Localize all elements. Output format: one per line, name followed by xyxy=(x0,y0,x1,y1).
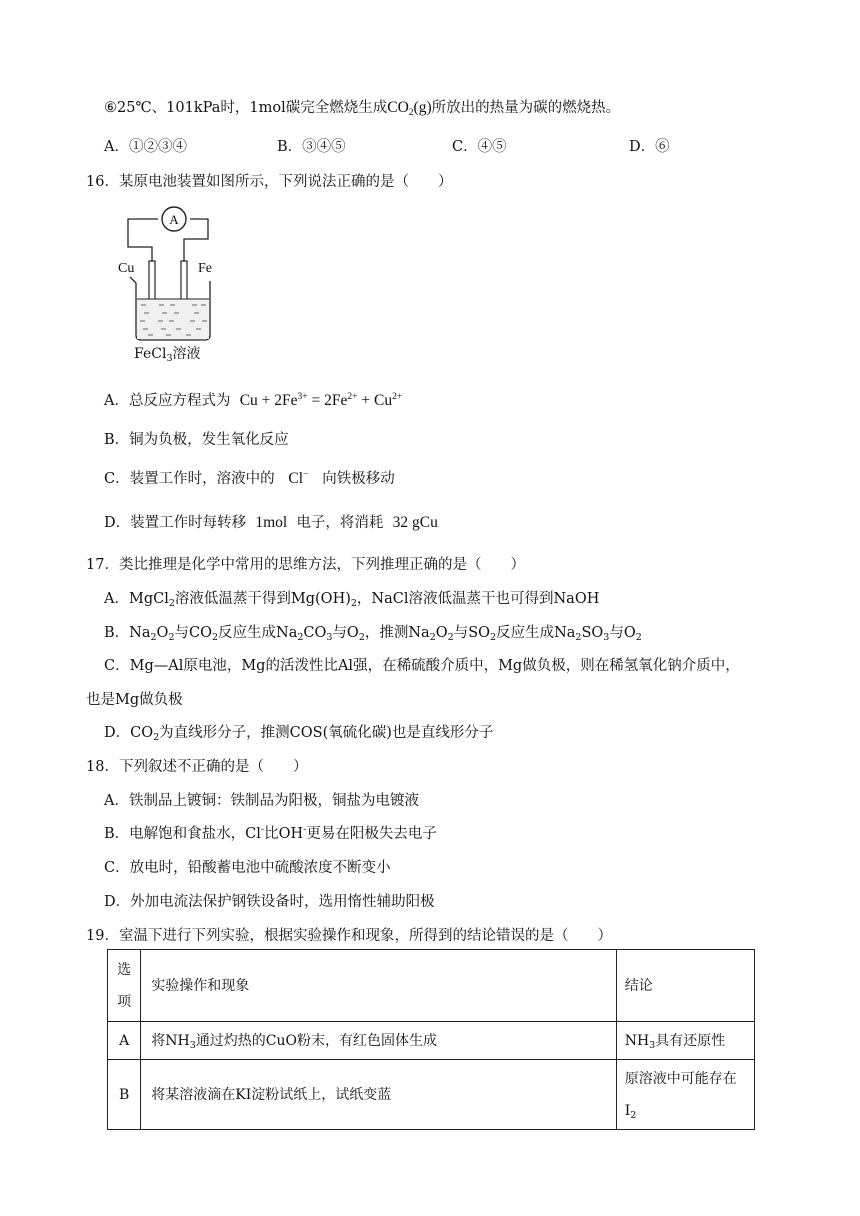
q18-option-a[interactable]: A．铁制品上镀铜：铁制品为阳极，铜盐为电镀液 xyxy=(104,793,419,809)
q16-option-d[interactable]: D．装置工作时每转移 1mol 电子，将消耗 32 gCu xyxy=(104,514,438,531)
q16-option-b[interactable]: B．铜为负极，发生氧化反应 xyxy=(104,432,289,448)
row-a-operation: 将$NH_3$通过灼热的CuO粉末，有红色固体生成 xyxy=(141,1022,616,1060)
table-header-row xyxy=(108,950,755,1022)
q15-choice-c[interactable]: C．④⑤ xyxy=(452,139,507,155)
q15-choice-b[interactable]: B．③④⑤ xyxy=(277,139,346,155)
cu-label: Cu xyxy=(118,261,135,276)
row-a-option: A xyxy=(108,1022,141,1060)
total-reaction-formula: $Cu + 2Fe^{3+} = 2Fe^{2+} + Cu^{2+}$ xyxy=(239,392,403,409)
solution-label: FeCl$_3$溶液 xyxy=(134,346,201,364)
q19-stem: 19．室温下进行下列实验，根据实验操作和现象，所得到的结论错误的是（ ） xyxy=(86,928,612,944)
header-operation: 实验操作和现象 xyxy=(141,950,616,1022)
galvanic-cell-figure xyxy=(114,203,224,363)
q17-option-c[interactable]: C．Mg—Al原电池，Mg的活泼性比Al强，在稀硫酸介质中，Mg做负极，则在稀氢氧化钠介质中， xyxy=(104,658,740,674)
header-option: 选 项 xyxy=(108,950,141,1022)
ammeter-label: A xyxy=(169,212,179,227)
experiment-table xyxy=(107,949,755,1130)
q16-stem: 16．某原电池装置如图所示，下列说法正确的是（ ） xyxy=(86,174,453,190)
q17-option-d[interactable]: D．$CO_2$为直线形分子，推测COS(氧硫化碳)也是直线形分子 xyxy=(104,725,494,743)
fe-label: Fe xyxy=(198,261,212,276)
row-b-operation: 将某溶液滴在KI淀粉试纸上，试纸变蓝 xyxy=(141,1060,616,1130)
row-a-conclusion: $NH_3$具有还原性 xyxy=(616,1022,754,1060)
table-row xyxy=(108,1022,755,1060)
q17-option-b[interactable]: B．$Na_2O_2$与$CO_2$反应生成$Na_2CO_3$与$O_2$，推测$Na_2O_2$与$SO_2$反应生成$Na_2SO_3$与$O_2$ xyxy=(104,625,642,643)
q15-choice-d[interactable]: D．⑥ xyxy=(629,139,670,155)
q18-option-c[interactable]: C．放电时，铅酸蓄电池中硫酸浓度不断变小 xyxy=(104,860,391,876)
q18-stem: 18．下列叙述不正确的是（ ） xyxy=(86,759,308,775)
header-conclusion: 结论 xyxy=(616,950,754,1022)
q17-stem: 17．类比推理是化学中常用的思维方法，下列推理正确的是（ ） xyxy=(86,557,525,573)
table-row xyxy=(108,1060,755,1130)
row-b-option: B xyxy=(108,1060,141,1130)
galvanic-cell-diagram xyxy=(114,203,224,363)
co2-formula: $CO_2(g)$ xyxy=(387,99,432,118)
q17-option-c-continued: 也是Mg做负极 xyxy=(86,692,183,708)
statement-6: ⑥25℃、101kPa时，1mol碳完全燃烧生成$CO_2(g)$所放出的热量为碳的燃烧热。 xyxy=(104,99,621,118)
row-b-conclusion: 原溶液中可能存在 $I_2$ xyxy=(616,1060,754,1130)
q18-option-b[interactable]: B．电解饱和食盐水，Cl-比OH-更易在阳极失去电子 xyxy=(104,824,437,842)
q17-option-a[interactable]: A．MgCl$_2$溶液低温蒸干得到$Mg(OH)_2$，NaCl溶液低温蒸干也可得到NaOH xyxy=(104,591,600,609)
q16-option-c[interactable]: C．装置工作时，溶液中的 Cl− 向铁极移动 xyxy=(104,470,395,487)
q15-choice-a[interactable]: A．①②③④ xyxy=(104,139,187,155)
q18-option-d[interactable]: D．外加电流法保护钢铁设备时，选用惰性辅助阳极 xyxy=(104,894,435,910)
q16-option-a[interactable]: A．总反应方程式为 $Cu + 2Fe^{3+} = 2Fe^{2+} + Cu^{2+}$ xyxy=(104,392,403,409)
